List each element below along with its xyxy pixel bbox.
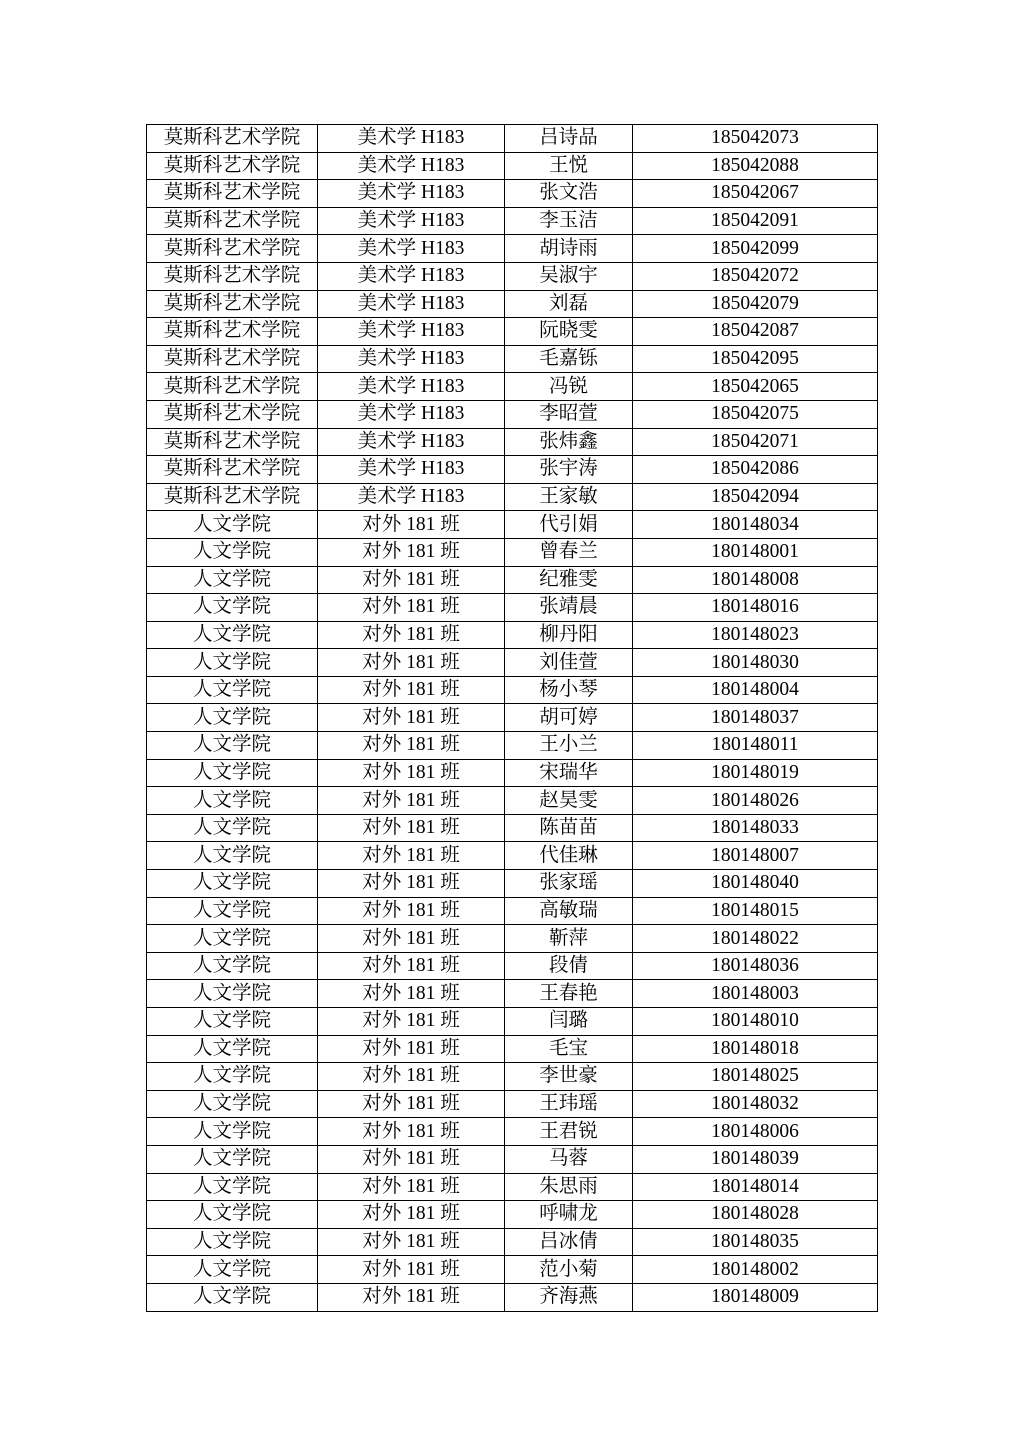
class-cell: 对外 181 班 bbox=[318, 1063, 505, 1091]
table-row bbox=[147, 538, 878, 566]
class-cell: 对外 181 班 bbox=[318, 1145, 505, 1173]
student-id-cell: 180148001 bbox=[633, 538, 878, 566]
class-cell: 对外 181 班 bbox=[318, 814, 505, 842]
student-id-cell: 185042086 bbox=[633, 456, 878, 484]
student-id-cell: 180148025 bbox=[633, 1063, 878, 1091]
college-cell: 人文学院 bbox=[147, 621, 318, 649]
class-cell: 对外 181 班 bbox=[318, 952, 505, 980]
college-cell: 人文学院 bbox=[147, 1283, 318, 1311]
student-name-cell: 赵昊雯 bbox=[505, 787, 633, 815]
class-cell: 对外 181 班 bbox=[318, 1201, 505, 1229]
student-id-cell: 180148018 bbox=[633, 1035, 878, 1063]
student-name-cell: 代引娟 bbox=[505, 511, 633, 539]
table-row bbox=[147, 180, 878, 208]
class-cell: 对外 181 班 bbox=[318, 1035, 505, 1063]
table-row bbox=[147, 373, 878, 401]
student-id-cell: 180148028 bbox=[633, 1201, 878, 1229]
student-name-cell: 胡诗雨 bbox=[505, 235, 633, 263]
class-cell: 对外 181 班 bbox=[318, 870, 505, 898]
student-name-cell: 王君锐 bbox=[505, 1118, 633, 1146]
student-name-cell: 王春艳 bbox=[505, 980, 633, 1008]
college-cell: 莫斯科艺术学院 bbox=[147, 152, 318, 180]
student-id-cell: 185042088 bbox=[633, 152, 878, 180]
class-cell: 对外 181 班 bbox=[318, 1283, 505, 1311]
college-cell: 人文学院 bbox=[147, 980, 318, 1008]
college-cell: 人文学院 bbox=[147, 842, 318, 870]
student-id-cell: 185042087 bbox=[633, 318, 878, 346]
student-id-cell: 185042091 bbox=[633, 207, 878, 235]
table-row bbox=[147, 732, 878, 760]
college-cell: 莫斯科艺术学院 bbox=[147, 400, 318, 428]
student-name-cell: 张家瑶 bbox=[505, 870, 633, 898]
student-id-cell: 185042095 bbox=[633, 345, 878, 373]
student-name-cell: 宋瑞华 bbox=[505, 759, 633, 787]
college-cell: 人文学院 bbox=[147, 732, 318, 760]
student-name-cell: 纪雅雯 bbox=[505, 566, 633, 594]
class-cell: 美术学 H183 bbox=[318, 345, 505, 373]
class-cell: 对外 181 班 bbox=[318, 1118, 505, 1146]
college-cell: 人文学院 bbox=[147, 870, 318, 898]
student-id-cell: 180148019 bbox=[633, 759, 878, 787]
student-name-cell: 王家敏 bbox=[505, 483, 633, 511]
class-cell: 美术学 H183 bbox=[318, 290, 505, 318]
student-name-cell: 齐海燕 bbox=[505, 1283, 633, 1311]
class-cell: 对外 181 班 bbox=[318, 1256, 505, 1284]
college-cell: 人文学院 bbox=[147, 538, 318, 566]
class-cell: 美术学 H183 bbox=[318, 235, 505, 263]
table-row bbox=[147, 649, 878, 677]
student-name-cell: 范小菊 bbox=[505, 1256, 633, 1284]
table-row bbox=[147, 1228, 878, 1256]
college-cell: 人文学院 bbox=[147, 676, 318, 704]
college-cell: 人文学院 bbox=[147, 1145, 318, 1173]
student-name-cell: 呼啸龙 bbox=[505, 1201, 633, 1229]
student-name-cell: 王悦 bbox=[505, 152, 633, 180]
college-cell: 人文学院 bbox=[147, 1228, 318, 1256]
class-cell: 对外 181 班 bbox=[318, 649, 505, 677]
table-row bbox=[147, 1201, 878, 1229]
table-row bbox=[147, 594, 878, 622]
student-id-cell: 180148009 bbox=[633, 1283, 878, 1311]
student-id-cell: 180148040 bbox=[633, 870, 878, 898]
student-name-cell: 李玉洁 bbox=[505, 207, 633, 235]
table-row bbox=[147, 262, 878, 290]
student-name-cell: 胡可婷 bbox=[505, 704, 633, 732]
table-row bbox=[147, 207, 878, 235]
table-row bbox=[147, 152, 878, 180]
student-id-cell: 180148016 bbox=[633, 594, 878, 622]
student-id-cell: 180148030 bbox=[633, 649, 878, 677]
student-id-cell: 185042079 bbox=[633, 290, 878, 318]
student-name-cell: 张靖晨 bbox=[505, 594, 633, 622]
college-cell: 莫斯科艺术学院 bbox=[147, 180, 318, 208]
class-cell: 美术学 H183 bbox=[318, 180, 505, 208]
student-name-cell: 吴淑宇 bbox=[505, 262, 633, 290]
table-row bbox=[147, 1256, 878, 1284]
student-name-cell: 冯锐 bbox=[505, 373, 633, 401]
college-cell: 人文学院 bbox=[147, 1063, 318, 1091]
class-cell: 对外 181 班 bbox=[318, 594, 505, 622]
college-cell: 人文学院 bbox=[147, 1173, 318, 1201]
college-cell: 莫斯科艺术学院 bbox=[147, 318, 318, 346]
student-name-cell: 柳丹阳 bbox=[505, 621, 633, 649]
class-cell: 对外 181 班 bbox=[318, 1008, 505, 1036]
college-cell: 莫斯科艺术学院 bbox=[147, 373, 318, 401]
student-name-cell: 李昭萱 bbox=[505, 400, 633, 428]
student-id-cell: 180148033 bbox=[633, 814, 878, 842]
roster-table-body bbox=[147, 125, 878, 1312]
table-row bbox=[147, 1118, 878, 1146]
class-cell: 美术学 H183 bbox=[318, 456, 505, 484]
college-cell: 莫斯科艺术学院 bbox=[147, 207, 318, 235]
student-id-cell: 180148004 bbox=[633, 676, 878, 704]
student-id-cell: 180148007 bbox=[633, 842, 878, 870]
student-id-cell: 180148022 bbox=[633, 925, 878, 953]
college-cell: 人文学院 bbox=[147, 594, 318, 622]
student-name-cell: 代佳琳 bbox=[505, 842, 633, 870]
student-id-cell: 185042072 bbox=[633, 262, 878, 290]
student-name-cell: 张文浩 bbox=[505, 180, 633, 208]
table-row bbox=[147, 318, 878, 346]
class-cell: 对外 181 班 bbox=[318, 1173, 505, 1201]
college-cell: 人文学院 bbox=[147, 897, 318, 925]
student-id-cell: 185042071 bbox=[633, 428, 878, 456]
student-id-cell: 185042099 bbox=[633, 235, 878, 263]
table-row bbox=[147, 759, 878, 787]
student-name-cell: 吕冰倩 bbox=[505, 1228, 633, 1256]
college-cell: 莫斯科艺术学院 bbox=[147, 483, 318, 511]
college-cell: 人文学院 bbox=[147, 759, 318, 787]
student-id-cell: 180148026 bbox=[633, 787, 878, 815]
student-id-cell: 180148034 bbox=[633, 511, 878, 539]
table-row bbox=[147, 1173, 878, 1201]
student-id-cell: 185042094 bbox=[633, 483, 878, 511]
table-row bbox=[147, 566, 878, 594]
college-cell: 人文学院 bbox=[147, 814, 318, 842]
student-id-cell: 180148015 bbox=[633, 897, 878, 925]
table-row bbox=[147, 483, 878, 511]
student-name-cell: 杨小琴 bbox=[505, 676, 633, 704]
student-name-cell: 王小兰 bbox=[505, 732, 633, 760]
student-id-cell: 180148011 bbox=[633, 732, 878, 760]
table-row bbox=[147, 980, 878, 1008]
table-row bbox=[147, 1090, 878, 1118]
table-row bbox=[147, 1145, 878, 1173]
college-cell: 人文学院 bbox=[147, 1118, 318, 1146]
student-name-cell: 刘磊 bbox=[505, 290, 633, 318]
table-row bbox=[147, 676, 878, 704]
student-roster-table bbox=[146, 124, 878, 1312]
student-name-cell: 阮晓雯 bbox=[505, 318, 633, 346]
student-id-cell: 180148008 bbox=[633, 566, 878, 594]
class-cell: 美术学 H183 bbox=[318, 207, 505, 235]
table-row bbox=[147, 787, 878, 815]
table-row bbox=[147, 842, 878, 870]
student-id-cell: 185042073 bbox=[633, 125, 878, 153]
table-row bbox=[147, 897, 878, 925]
table-row bbox=[147, 428, 878, 456]
class-cell: 对外 181 班 bbox=[318, 759, 505, 787]
class-cell: 美术学 H183 bbox=[318, 428, 505, 456]
student-name-cell: 王玮瑶 bbox=[505, 1090, 633, 1118]
college-cell: 莫斯科艺术学院 bbox=[147, 456, 318, 484]
student-id-cell: 180148032 bbox=[633, 1090, 878, 1118]
student-name-cell: 靳萍 bbox=[505, 925, 633, 953]
class-cell: 对外 181 班 bbox=[318, 676, 505, 704]
college-cell: 人文学院 bbox=[147, 1201, 318, 1229]
college-cell: 莫斯科艺术学院 bbox=[147, 235, 318, 263]
college-cell: 人文学院 bbox=[147, 649, 318, 677]
college-cell: 莫斯科艺术学院 bbox=[147, 290, 318, 318]
table-row bbox=[147, 235, 878, 263]
student-name-cell: 李世豪 bbox=[505, 1063, 633, 1091]
class-cell: 对外 181 班 bbox=[318, 980, 505, 1008]
class-cell: 对外 181 班 bbox=[318, 538, 505, 566]
table-row bbox=[147, 870, 878, 898]
student-id-cell: 180148023 bbox=[633, 621, 878, 649]
student-name-cell: 毛嘉铄 bbox=[505, 345, 633, 373]
student-name-cell: 刘佳萱 bbox=[505, 649, 633, 677]
table-row bbox=[147, 925, 878, 953]
class-cell: 美术学 H183 bbox=[318, 125, 505, 153]
student-name-cell: 高敏瑞 bbox=[505, 897, 633, 925]
table-row bbox=[147, 1283, 878, 1311]
student-name-cell: 段倩 bbox=[505, 952, 633, 980]
college-cell: 人文学院 bbox=[147, 952, 318, 980]
class-cell: 美术学 H183 bbox=[318, 483, 505, 511]
class-cell: 对外 181 班 bbox=[318, 842, 505, 870]
class-cell: 对外 181 班 bbox=[318, 704, 505, 732]
table-row bbox=[147, 345, 878, 373]
student-id-cell: 180148010 bbox=[633, 1008, 878, 1036]
class-cell: 对外 181 班 bbox=[318, 732, 505, 760]
table-row bbox=[147, 125, 878, 153]
college-cell: 莫斯科艺术学院 bbox=[147, 262, 318, 290]
class-cell: 美术学 H183 bbox=[318, 400, 505, 428]
student-id-cell: 180148039 bbox=[633, 1145, 878, 1173]
student-id-cell: 180148035 bbox=[633, 1228, 878, 1256]
student-id-cell: 185042065 bbox=[633, 373, 878, 401]
class-cell: 对外 181 班 bbox=[318, 621, 505, 649]
student-name-cell: 陈苗苗 bbox=[505, 814, 633, 842]
student-name-cell: 马蓉 bbox=[505, 1145, 633, 1173]
student-id-cell: 185042067 bbox=[633, 180, 878, 208]
student-name-cell: 张炜鑫 bbox=[505, 428, 633, 456]
class-cell: 对外 181 班 bbox=[318, 1090, 505, 1118]
college-cell: 人文学院 bbox=[147, 787, 318, 815]
student-id-cell: 180148014 bbox=[633, 1173, 878, 1201]
class-cell: 对外 181 班 bbox=[318, 925, 505, 953]
class-cell: 对外 181 班 bbox=[318, 566, 505, 594]
college-cell: 人文学院 bbox=[147, 1035, 318, 1063]
student-name-cell: 闫璐 bbox=[505, 1008, 633, 1036]
college-cell: 人文学院 bbox=[147, 925, 318, 953]
table-row bbox=[147, 511, 878, 539]
college-cell: 莫斯科艺术学院 bbox=[147, 125, 318, 153]
student-id-cell: 185042075 bbox=[633, 400, 878, 428]
college-cell: 莫斯科艺术学院 bbox=[147, 345, 318, 373]
table-row bbox=[147, 456, 878, 484]
student-name-cell: 张宇涛 bbox=[505, 456, 633, 484]
student-id-cell: 180148003 bbox=[633, 980, 878, 1008]
table-row bbox=[147, 1035, 878, 1063]
table-row bbox=[147, 704, 878, 732]
table-row bbox=[147, 290, 878, 318]
college-cell: 人文学院 bbox=[147, 1090, 318, 1118]
student-name-cell: 毛宝 bbox=[505, 1035, 633, 1063]
table-row bbox=[147, 400, 878, 428]
class-cell: 对外 181 班 bbox=[318, 787, 505, 815]
table-row bbox=[147, 1063, 878, 1091]
student-name-cell: 朱思雨 bbox=[505, 1173, 633, 1201]
table-row bbox=[147, 814, 878, 842]
class-cell: 美术学 H183 bbox=[318, 262, 505, 290]
college-cell: 人文学院 bbox=[147, 704, 318, 732]
college-cell: 人文学院 bbox=[147, 1256, 318, 1284]
student-id-cell: 180148037 bbox=[633, 704, 878, 732]
college-cell: 人文学院 bbox=[147, 511, 318, 539]
class-cell: 对外 181 班 bbox=[318, 1228, 505, 1256]
class-cell: 对外 181 班 bbox=[318, 511, 505, 539]
class-cell: 对外 181 班 bbox=[318, 897, 505, 925]
college-cell: 莫斯科艺术学院 bbox=[147, 428, 318, 456]
college-cell: 人文学院 bbox=[147, 566, 318, 594]
student-id-cell: 180148006 bbox=[633, 1118, 878, 1146]
table-row bbox=[147, 952, 878, 980]
table-row bbox=[147, 1008, 878, 1036]
class-cell: 美术学 H183 bbox=[318, 152, 505, 180]
class-cell: 美术学 H183 bbox=[318, 373, 505, 401]
student-name-cell: 曾春兰 bbox=[505, 538, 633, 566]
student-id-cell: 180148002 bbox=[633, 1256, 878, 1284]
college-cell: 人文学院 bbox=[147, 1008, 318, 1036]
class-cell: 美术学 H183 bbox=[318, 318, 505, 346]
table-row bbox=[147, 621, 878, 649]
student-id-cell: 180148036 bbox=[633, 952, 878, 980]
student-name-cell: 吕诗品 bbox=[505, 125, 633, 153]
